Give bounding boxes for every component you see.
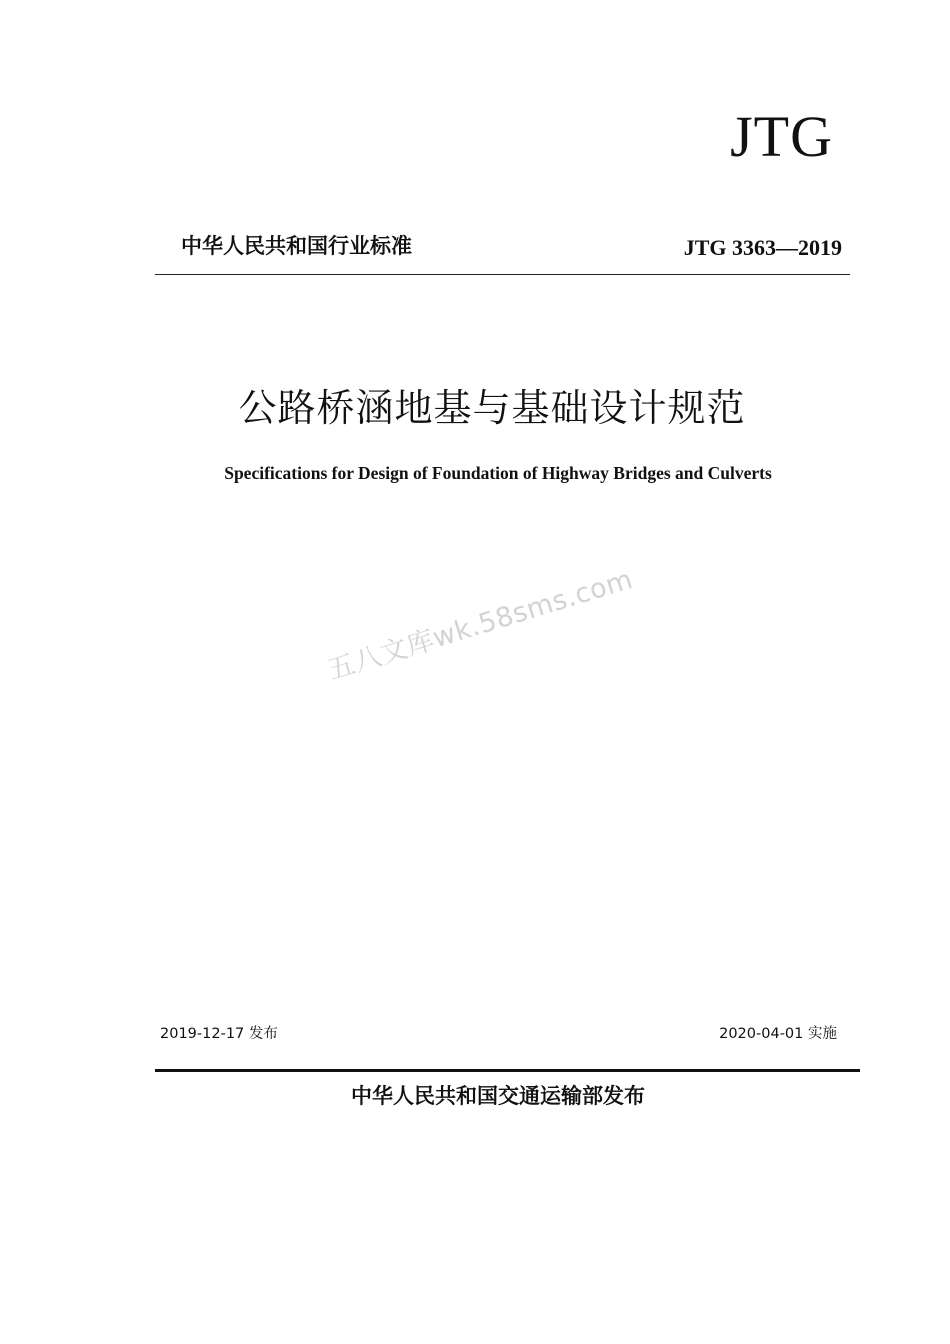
document-title-chinese: 公路桥涵地基与基础设计规范 (238, 386, 746, 430)
document-title-english: Specifications for Design of Foundation of Highway Bridges and Culverts (224, 463, 772, 483)
issue-date: 2019-12-17 发布 (160, 1026, 278, 1042)
standard-category: 中华人民共和国行业标准 (181, 234, 412, 258)
implementation-date: 2020-04-01 实施 (719, 1026, 837, 1042)
header-divider (155, 274, 850, 275)
watermark-text: 五八文库wk.58sms.com (324, 563, 637, 687)
footer-divider (155, 1069, 860, 1072)
publisher: 中华人民共和国交通运输部发布 (351, 1084, 645, 1108)
jtg-logo-text: JTG (730, 104, 833, 169)
standard-code: JTG 3363—2019 (683, 235, 842, 260)
